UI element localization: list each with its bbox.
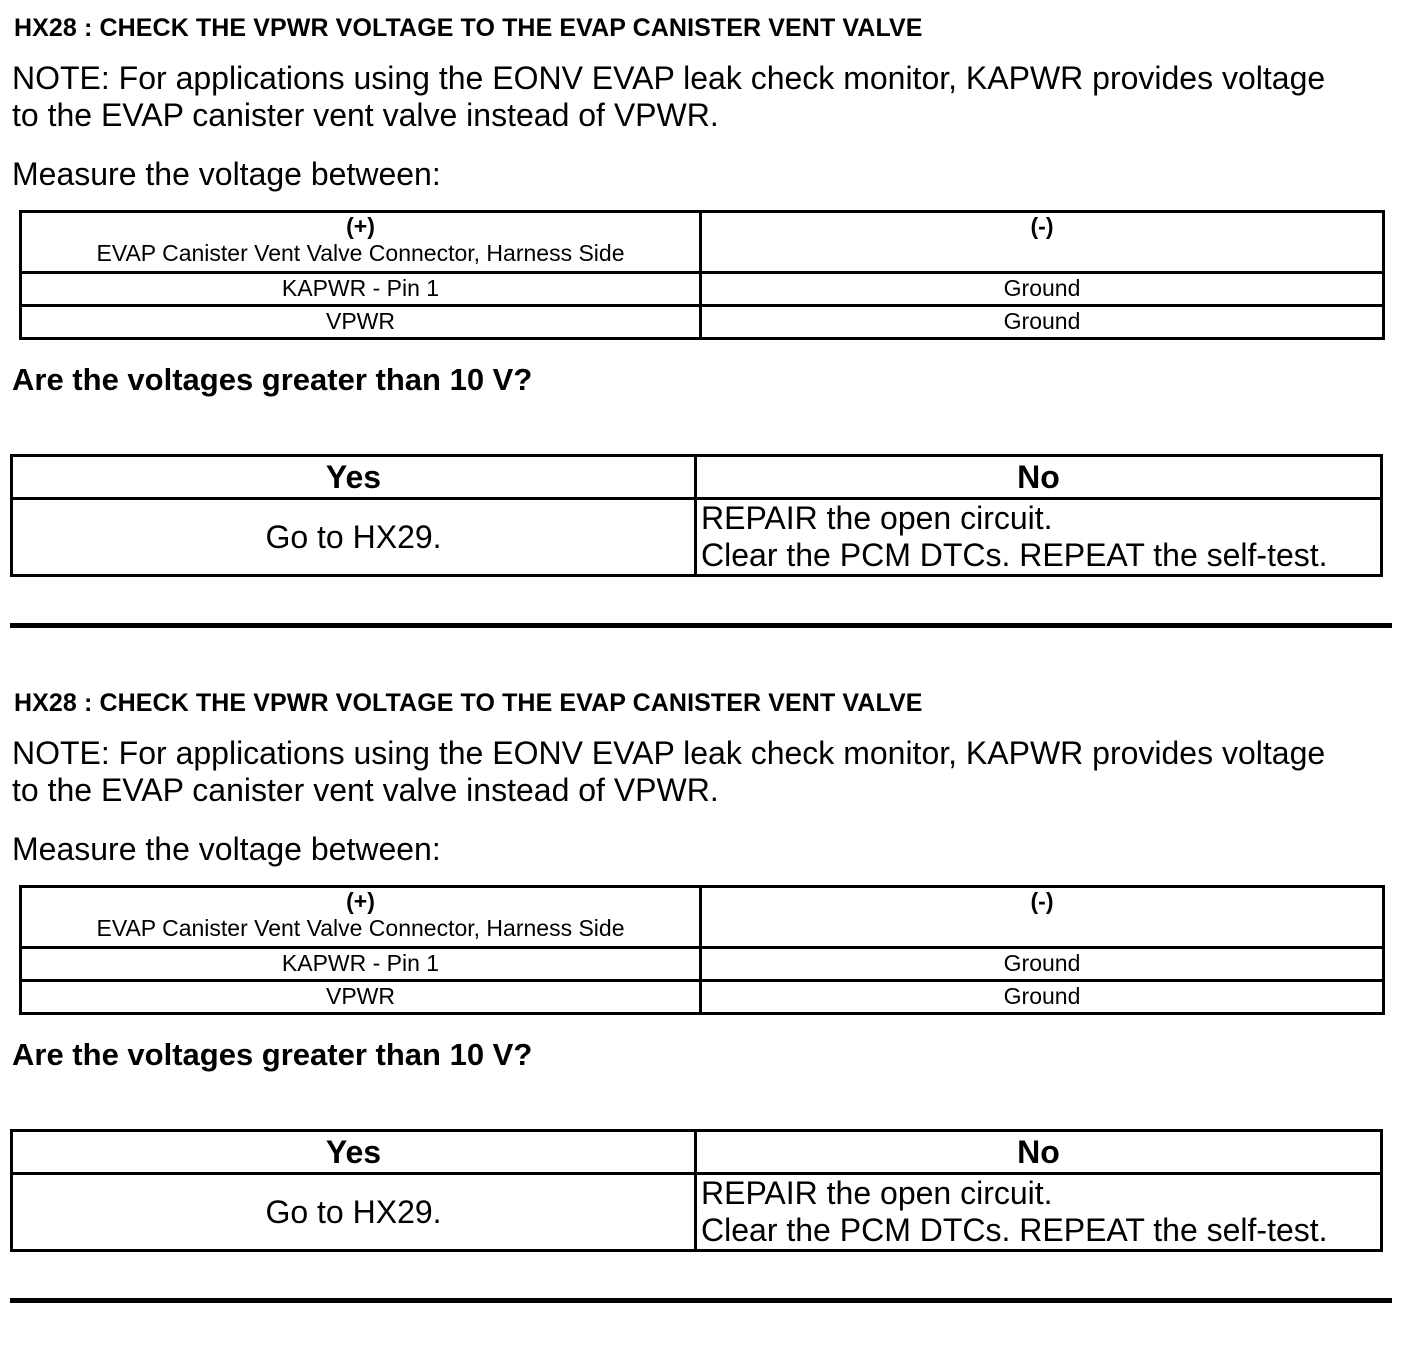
- table-row: [21, 305, 1384, 338]
- no-action-line: REPAIR the open circuit.: [701, 500, 1053, 536]
- positive-probe-symbol: (+): [346, 213, 375, 239]
- measurement-table: [19, 210, 1385, 340]
- yes-action: Go to HX29.: [12, 499, 696, 576]
- negative-probe-cell: Ground: [701, 947, 1384, 980]
- measure-instruction: Measure the voltage between:: [12, 156, 441, 192]
- positive-probe-location: EVAP Canister Vent Valve Connector, Harness Side: [96, 915, 625, 941]
- note-line: to the EVAP canister vent valve instead of VPWR.: [12, 97, 719, 133]
- no-action-line: Clear the PCM DTCs. REPEAT the self-test.: [701, 1212, 1328, 1248]
- no-action-line: REPAIR the open circuit.: [701, 1175, 1053, 1211]
- yes-header: Yes: [12, 456, 696, 499]
- positive-probe-header: [21, 887, 701, 948]
- negative-probe-cell: Ground: [701, 980, 1384, 1013]
- step-question: Are the voltages greater than 10 V?: [12, 362, 533, 397]
- negative-probe-header: [701, 887, 1384, 948]
- table-row: [21, 272, 1384, 305]
- result-table-header: [12, 456, 1382, 499]
- no-action: [696, 1174, 1382, 1251]
- negative-probe-header: [701, 212, 1384, 273]
- measurement-table-header: [21, 887, 1384, 948]
- yes-action: Go to HX29.: [12, 1174, 696, 1251]
- positive-probe-cell: KAPWR - Pin 1: [21, 947, 701, 980]
- measure-instruction: Measure the voltage between:: [12, 831, 441, 867]
- positive-probe-symbol: (+): [346, 888, 375, 914]
- no-header: No: [696, 456, 1382, 499]
- yes-header: Yes: [12, 1131, 696, 1174]
- negative-probe-cell: Ground: [701, 305, 1384, 338]
- note-line: to the EVAP canister vent valve instead of VPWR.: [12, 772, 719, 808]
- negative-probe-cell: Ground: [701, 272, 1384, 305]
- no-action-line: Clear the PCM DTCs. REPEAT the self-test.: [701, 537, 1328, 573]
- step-title: HX28 : CHECK THE VPWR VOLTAGE TO THE EVAP CANISTER VENT VALVE: [14, 689, 923, 717]
- positive-probe-cell: VPWR: [21, 305, 701, 338]
- no-action: [696, 499, 1382, 576]
- result-table-row: [12, 1174, 1382, 1251]
- step-note: [12, 735, 1402, 809]
- measurement-table: [19, 885, 1385, 1015]
- result-table-header: [12, 1131, 1382, 1174]
- step-question: Are the voltages greater than 10 V?: [12, 1037, 533, 1072]
- step-title: HX28 : CHECK THE VPWR VOLTAGE TO THE EVAP CANISTER VENT VALVE: [14, 14, 923, 42]
- negative-probe-symbol: (-): [1030, 888, 1054, 914]
- note-line: NOTE: For applications using the EONV EVAP leak check monitor, KAPWR provides voltage: [12, 60, 1326, 96]
- positive-probe-location: EVAP Canister Vent Valve Connector, Harness Side: [96, 240, 625, 266]
- measurement-table-header: [21, 212, 1384, 273]
- table-row: [21, 980, 1384, 1013]
- result-table: [10, 454, 1383, 577]
- section-divider: [10, 1298, 1392, 1303]
- positive-probe-cell: VPWR: [21, 980, 701, 1013]
- section-divider: [10, 623, 1392, 628]
- note-line: NOTE: For applications using the EONV EVAP leak check monitor, KAPWR provides voltage: [12, 735, 1326, 771]
- result-table-row: [12, 499, 1382, 576]
- positive-probe-cell: KAPWR - Pin 1: [21, 272, 701, 305]
- result-table: [10, 1129, 1383, 1252]
- step-note: [12, 60, 1402, 134]
- test-step-section: [0, 675, 1408, 1349]
- positive-probe-header: [21, 212, 701, 273]
- table-row: [21, 947, 1384, 980]
- negative-probe-symbol: (-): [1030, 213, 1054, 239]
- no-header: No: [696, 1131, 1382, 1174]
- test-step-section: [0, 0, 1408, 674]
